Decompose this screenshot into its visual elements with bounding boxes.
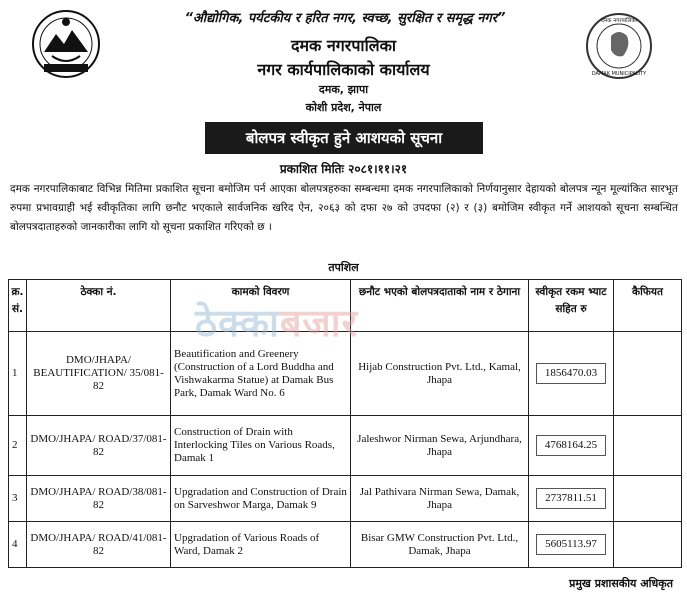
cell-remarks xyxy=(614,416,682,476)
cell-ref: DMO/JHAPA/ BEAUTIFICATION/ 35/081-82 xyxy=(27,332,171,416)
header-amount: स्वीकृत रकम भ्याट सहित रु xyxy=(529,280,614,332)
cell-sn: 4 xyxy=(9,522,27,568)
office-name: नगर कार्यपालिकाको कार्यालय xyxy=(257,60,430,79)
cell-remarks xyxy=(614,476,682,522)
cell-amount: 2737811.51 xyxy=(536,488,606,509)
table-row xyxy=(9,332,682,416)
header-desc: कामको विवरण xyxy=(171,280,351,332)
province: कोशी प्रदेश, नेपाल xyxy=(305,101,382,114)
cell-amount: 1856470.03 xyxy=(536,363,606,384)
cell-bidder: Hijab Construction Pvt. Ltd., Kamal, Jhapa xyxy=(351,332,529,416)
cell-amount: 4768164.25 xyxy=(536,435,606,456)
slogan: “औद्योगिक, पर्यटकीय र हरित नगर, स्वच्छ, सुरक्षित र समृद्ध नगर” xyxy=(184,11,506,26)
header-remarks: कैफियत xyxy=(614,280,682,332)
signature-title: प्रमुख प्रशासकीय अधिकृत xyxy=(569,577,673,590)
damak-municipality-logo-icon xyxy=(585,12,653,80)
cell-ref: DMO/JHAPA/ ROAD/37/081-82 xyxy=(27,416,171,476)
cell-remarks xyxy=(614,332,682,416)
table-row xyxy=(9,416,682,476)
cell-ref: DMO/JHAPA/ ROAD/38/081-82 xyxy=(27,476,171,522)
header-ref: ठेक्का नं. xyxy=(27,280,171,332)
cell-sn: 1 xyxy=(9,332,27,416)
header-bidder: छनौट भएको बोलपत्रदाताको नाम र ठेगाना xyxy=(351,280,529,332)
cell-bidder: Jaleshwor Nirman Sewa, Arjundhara, Jhapa xyxy=(351,416,529,476)
cell-bidder: Bisar GMW Construction Pvt. Ltd., Damak, Jhapa xyxy=(351,522,529,568)
schedule-label: तपशिल xyxy=(328,261,359,274)
notice-body: दमक नगरपालिकाबाट विभिन्न मितिमा प्रकाशित सूचना बमोजिम पर्न आएका बोलपत्रहरुका सम्बन्धमा दमक नगरपालिकाको निर्णयानुसार देहायको बोलपत्र न्यून मूल्यांकित सारभूत रुपमा प्रभावग्राही भई स्वीकृतिका लागि छनौट भएकाले सार्वजनिक खरिद ऐन, २०६३ को दफा २७ को उपदफा (२) र (३) बमोजिम स्वीकृत गर्ने आशयको सूचना सम्बन्धित बोलपत्रदाताहरुको जानकारीका लागि यो सूचना प्रकाशित गरिएको छ । xyxy=(10,183,678,233)
logo-text-en: DAMAK MUNICIPALITY xyxy=(591,71,647,77)
header-sn: क्र. सं. xyxy=(9,280,27,332)
cell-sn: 3 xyxy=(9,476,27,522)
awards-table xyxy=(8,279,682,568)
cell-amount: 5605113.97 xyxy=(536,534,606,555)
cell-desc: Construction of Drain with Interlocking Tiles on Various Roads, Damak 1 xyxy=(171,416,351,476)
cell-desc: Upgradation and Construction of Drain on Sarveshwor Marga, Damak 9 xyxy=(171,476,351,522)
cell-bidder: Jal Pathivara Nirman Sewa, Damak, Jhapa xyxy=(351,476,529,522)
cell-desc: Beautification and Greenery (Construction of a Lord Buddha and Vishwakarma Statue) at Damak Bus Park, Damak Ward No. 6 xyxy=(171,332,351,416)
table-row xyxy=(9,476,682,522)
watermark-part2: बजार xyxy=(279,301,359,345)
logo-text: दमक नगरपालिका xyxy=(601,18,637,24)
published-date: प्रकाशित मितिः २०८१।११।२१ xyxy=(279,162,408,176)
municipality-name: दमक नगरपालिका xyxy=(290,36,396,55)
location: दमक, झापा xyxy=(318,83,369,96)
cell-desc: Upgradation of Various Roads of Ward, Damak 2 xyxy=(171,522,351,568)
watermark-part1: ठेक्का xyxy=(195,301,280,345)
cell-remarks xyxy=(614,522,682,568)
table-row xyxy=(9,522,682,568)
cell-sn: 2 xyxy=(9,416,27,476)
cell-ref: DMO/JHAPA/ ROAD/41/081-82 xyxy=(27,522,171,568)
notice-title: बोलपत्र स्वीकृत हुने आशयको सूचना xyxy=(205,122,483,154)
